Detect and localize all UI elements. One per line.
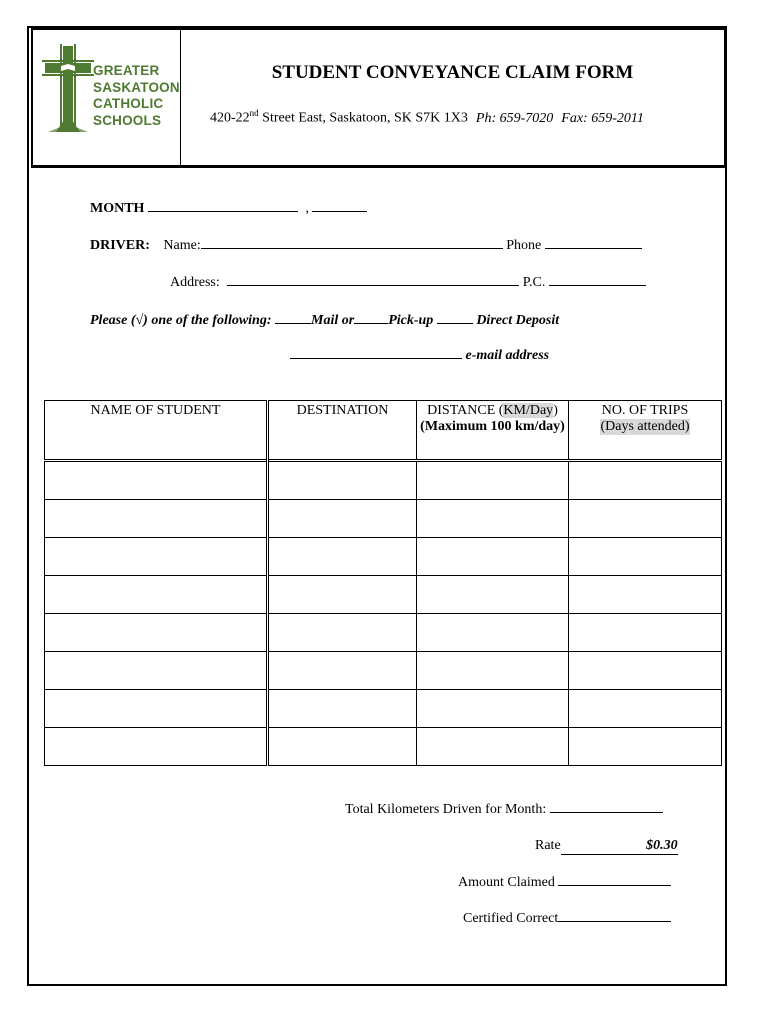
amount-claimed-field[interactable] [558, 884, 671, 886]
distance-text: DISTANCE ( [427, 403, 504, 418]
trips-cell[interactable] [569, 538, 722, 576]
trips-cell[interactable] [569, 728, 722, 766]
destination-cell[interactable] [268, 576, 417, 614]
table-row [45, 576, 722, 614]
destination-cell[interactable] [268, 728, 417, 766]
checkmark-icon: √ [135, 313, 144, 328]
certified-signature-field[interactable] [558, 920, 671, 922]
mail-option-label: Mail or [311, 313, 355, 328]
distance-cell[interactable] [417, 690, 569, 728]
trips-cell[interactable] [569, 652, 722, 690]
student-cell[interactable] [45, 461, 268, 500]
address-ordinal: nd [249, 108, 259, 118]
distance-cell[interactable] [417, 500, 569, 538]
phone-label: Phone [506, 238, 542, 253]
amount-claimed-label: Amount Claimed [458, 875, 555, 890]
col-header-distance [417, 401, 569, 461]
form-title: STUDENT CONVEYANCE CLAIM FORM [271, 62, 634, 83]
driver-label: DRIVER: [90, 238, 150, 253]
please-text: Please ( [90, 313, 136, 328]
rate-label: Rate [535, 838, 561, 853]
trips-cell[interactable] [569, 500, 722, 538]
email-label: e-mail address [465, 348, 550, 363]
school-fax: Fax: 659-2011 [561, 110, 644, 126]
driver-name-field[interactable] [201, 247, 503, 249]
driver-address-field[interactable] [227, 284, 519, 286]
header-divider [180, 28, 181, 166]
trips-cell[interactable] [569, 576, 722, 614]
student-trips-table [44, 400, 722, 766]
total-km-field[interactable] [550, 811, 663, 813]
driver-name-row [90, 238, 642, 254]
mail-option-field[interactable] [275, 322, 311, 324]
col-header-student: NAME OF STUDENT [45, 401, 268, 461]
deposit-option-field[interactable] [437, 322, 473, 324]
distance-cell[interactable] [417, 652, 569, 690]
amount-row [458, 875, 671, 891]
student-cell[interactable] [45, 500, 268, 538]
distance-cell[interactable] [417, 576, 569, 614]
logo-line-1: GREATER [93, 63, 160, 78]
distance-close: ) [553, 403, 558, 418]
certified-correct-label: Certified Correct [463, 911, 559, 926]
name-label: Name: [163, 238, 201, 253]
email-row [290, 348, 549, 364]
student-cell[interactable] [45, 576, 268, 614]
destination-cell[interactable] [268, 461, 417, 500]
table-row [45, 728, 722, 766]
school-name-logo-text [93, 63, 180, 129]
driver-address-row [170, 275, 646, 291]
total-km-row [345, 802, 663, 818]
pickup-option-field[interactable] [354, 322, 388, 324]
school-phone: Ph: 659-7020 [475, 110, 554, 126]
table-row [45, 690, 722, 728]
pickup-option-label: Pick-up [388, 313, 434, 328]
school-address [210, 108, 644, 127]
address-number: 420-22 [210, 110, 250, 126]
student-cell[interactable] [45, 614, 268, 652]
distance-unit: KM/Day [503, 403, 554, 418]
month-separator: , [305, 201, 309, 216]
student-cell[interactable] [45, 690, 268, 728]
col-header-trips [569, 401, 722, 461]
direct-deposit-label: Direct Deposit [476, 313, 560, 328]
postal-code-label: P.C. [522, 275, 546, 290]
table-header-row [45, 401, 722, 461]
student-cell[interactable] [45, 652, 268, 690]
table-row [45, 652, 722, 690]
destination-cell[interactable] [268, 614, 417, 652]
rate-value: $0.30 [561, 838, 678, 855]
logo-line-2: SASKATOON [93, 79, 180, 95]
student-cell[interactable] [45, 728, 268, 766]
table-row [45, 538, 722, 576]
table-row [45, 614, 722, 652]
email-field[interactable] [290, 357, 462, 359]
distance-cell[interactable] [417, 538, 569, 576]
trips-text: NO. OF TRIPS [601, 403, 689, 418]
total-km-label: Total Kilometers Driven for Month: [345, 802, 547, 817]
postal-code-field[interactable] [549, 284, 646, 286]
year-field[interactable] [312, 210, 367, 212]
trips-note: (Days attended) [600, 419, 690, 434]
address-label: Address: [170, 275, 220, 290]
student-cell[interactable] [45, 538, 268, 576]
logo-line-4: SCHOOLS [93, 112, 162, 128]
address-street: Street East, Saskatoon, SK S7K 1X3 [258, 110, 468, 126]
driver-phone-field[interactable] [545, 247, 642, 249]
distance-cell[interactable] [417, 728, 569, 766]
logo-line-3: CATHOLIC [93, 96, 164, 111]
destination-cell[interactable] [268, 652, 417, 690]
rate-row [535, 838, 678, 855]
distance-cell[interactable] [417, 461, 569, 500]
month-field[interactable] [148, 210, 298, 212]
table-row [45, 500, 722, 538]
trips-cell[interactable] [569, 461, 722, 500]
distance-cell[interactable] [417, 614, 569, 652]
month-row [90, 201, 367, 217]
month-label: MONTH [90, 201, 145, 216]
distance-max-note: (Maximum 100 km/day) [420, 419, 565, 434]
destination-cell[interactable] [268, 538, 417, 576]
payment-method-row [90, 313, 559, 329]
table-row [45, 461, 722, 500]
col-header-destination: DESTINATION [268, 401, 417, 461]
certified-row [463, 911, 671, 927]
destination-cell[interactable] [268, 500, 417, 538]
one-of-following-text: ) one of the following: [143, 313, 272, 328]
destination-cell[interactable] [268, 690, 417, 728]
trips-cell[interactable] [569, 614, 722, 652]
trips-cell[interactable] [569, 690, 722, 728]
